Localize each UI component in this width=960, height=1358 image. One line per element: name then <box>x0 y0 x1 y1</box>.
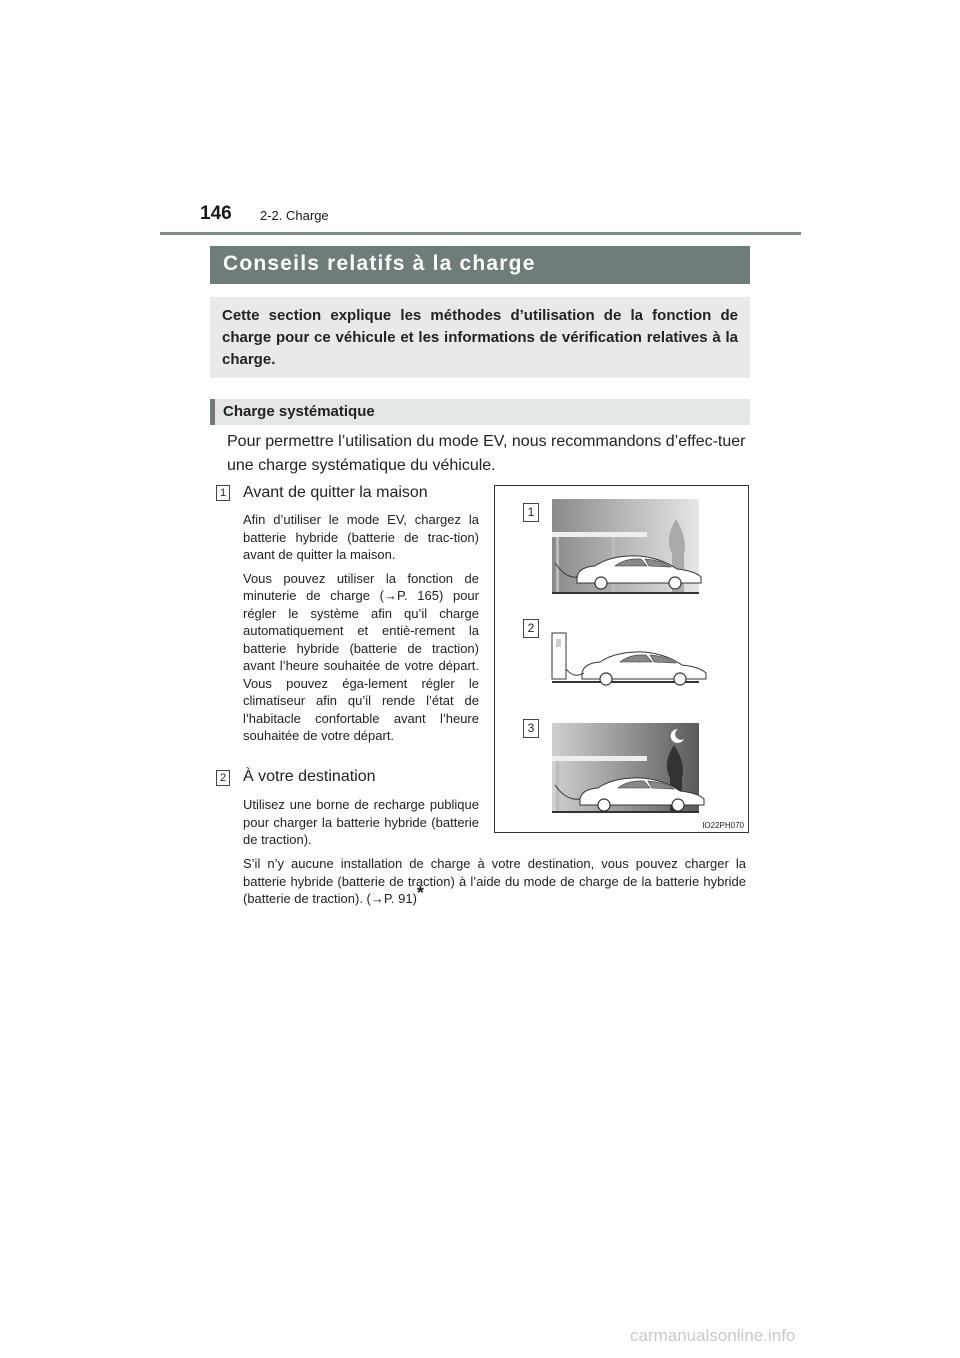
item-body <box>243 511 479 751</box>
figure-caption: IO22PH070 <box>702 821 744 830</box>
item-number-icon: 2 <box>216 770 230 786</box>
subsection-bar <box>210 399 750 425</box>
item-title: Avant de quitter la maison <box>243 484 428 501</box>
scene-night <box>552 723 704 813</box>
page-number: 146 <box>200 203 232 224</box>
item-paragraph: Utilisez une borne de recharge publique pour charger la batterie hybride (batterie de traction). <box>243 797 479 847</box>
figure-label: 2 <box>523 619 539 638</box>
subsection-title: Charge systématique <box>223 403 375 420</box>
figure-label: 3 <box>523 719 539 738</box>
intro-box <box>210 297 750 378</box>
item-paragraph: Vous pouvez utiliser la fonction de minuterie de charge (→P. 165) pour régler le système afin qu’il charge automatiquement et entiè-rement la batterie hybride (batterie de traction) avant l’heure souhaitée de votre départ. Vous pouvez éga-lement régler le climatiseur afin qu’il rende l’état de l’habitacle confortable avant l’heure souhaitée de votre départ. <box>243 570 479 743</box>
item-body <box>243 796 479 855</box>
footer-paragraph <box>243 855 746 908</box>
lead-paragraph: Pour permettre l’utilisation du mode EV, nous recommandons d’effec-tuer une charge systématique du véhicule. <box>227 433 746 474</box>
subsection-accent <box>210 399 215 425</box>
footnote-star: * <box>416 883 424 903</box>
item-paragraph: Afin d’utiliser le mode EV, chargez la batterie hybride (batterie de trac-tion) avant de quitter la maison. <box>243 512 479 562</box>
footer-text: S’il n’y aucune installation de charge à votre destination, vous pouvez charger la batterie hybride (batterie de traction) à l’aide du mode de charge de la batterie hybride (batterie de traction). (→P. 91) <box>243 856 746 906</box>
scene-home <box>552 499 701 594</box>
charging-illustration <box>495 486 748 832</box>
item-number-icon: 1 <box>216 485 230 501</box>
section-label: 2-2. Charge <box>260 208 329 223</box>
intro-text: Cette section explique les méthodes d’utilisation de la fonction de charge pour ce véhicule et les informations de vérification relatives à la charge. <box>222 307 738 368</box>
charging-figure <box>494 485 749 833</box>
scene-station <box>552 633 706 685</box>
page-title: Conseils relatifs à la charge <box>223 252 536 275</box>
item-title: À votre destination <box>243 768 376 785</box>
figure-label: 1 <box>523 503 539 522</box>
title-bar <box>210 246 750 284</box>
watermark: carmanualsonline.info <box>630 1326 796 1345</box>
header-rule <box>160 232 801 235</box>
